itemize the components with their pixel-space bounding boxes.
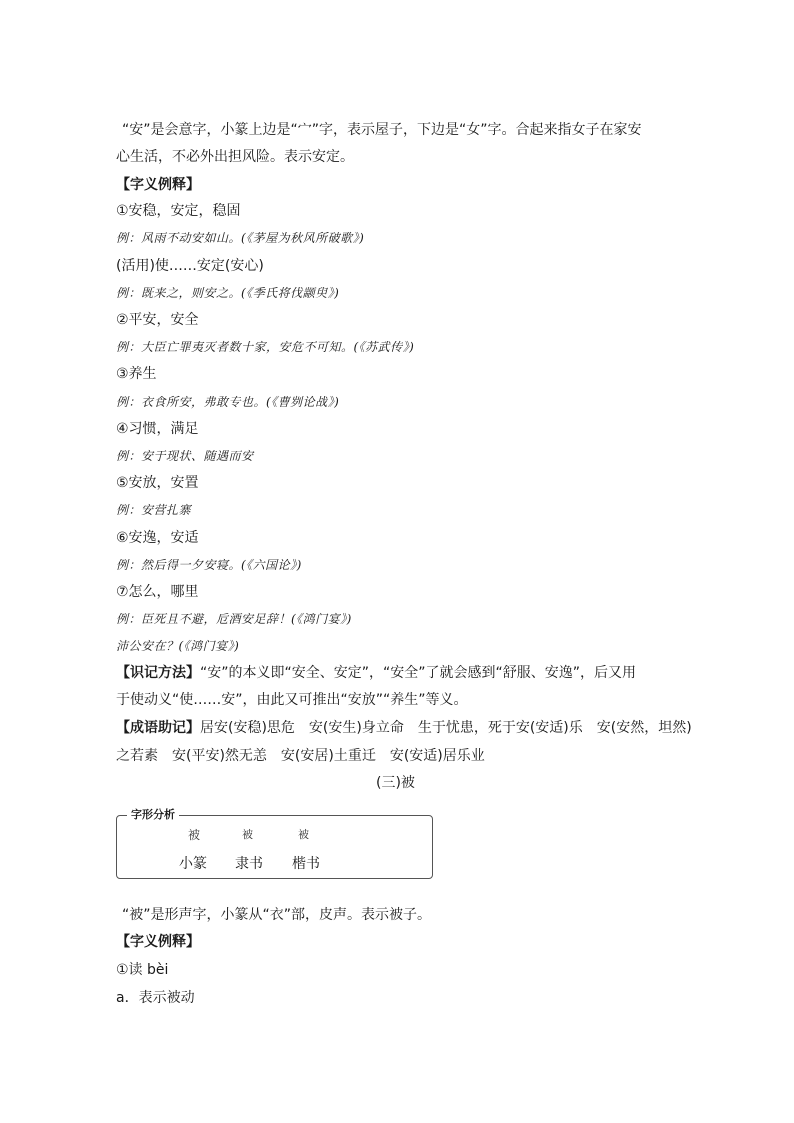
example-item: 例：风雨不动安如山。(《茅屋为秋风所破歌》)	[116, 231, 365, 245]
meaning-item: ⑥安逸，安适	[116, 530, 199, 546]
an-intro-line1: “安”是会意字，小篆上边是“宀”字，表示屋子，下边是“女”字。合起来指女子在家安	[122, 122, 642, 138]
seal-script-label: 小篆	[179, 856, 207, 872]
glyph-analysis-title: 字形分析	[127, 807, 179, 823]
clerical-script-label: 隶书	[235, 856, 263, 872]
memory-method-line2: 于使动义“使……安”，由此又可推出“安放”“养生”等义。	[116, 692, 468, 708]
example-item: 例：安于现状、随遇而安	[116, 449, 254, 463]
idiom-line1	[116, 718, 692, 738]
glyph-analysis-box	[116, 808, 433, 879]
an-intro-line2: 心生活，不必外出担风险。表示安定。	[116, 149, 354, 165]
example-item: 例：臣死且不避，卮酒安足辞！(《鸿门宴》)	[116, 612, 352, 626]
meaning-item: ②平安，安全	[116, 312, 199, 328]
bei-intro: “被”是形声字，小篆从“衣”部，皮声。表示被子。	[122, 907, 432, 923]
meaning-item: ⑤安放，安置	[116, 475, 199, 491]
meaning-item: ③养生	[116, 366, 157, 382]
regular-script-glyph: 被	[298, 828, 309, 841]
bei-reading: ①读 bèi	[116, 962, 169, 978]
section-title-bei: (三)被	[376, 775, 415, 791]
idiom-tag: 【成语助记】	[116, 720, 200, 736]
example-item: 例：衣食所安，弗敢专也。(《曹刿论战》)	[116, 395, 340, 409]
clerical-script-glyph: 被	[242, 828, 253, 841]
example-item: 沛公安在？(《鸿门宴》)	[116, 639, 240, 653]
memory-method-line1	[116, 663, 636, 683]
an-meaning-heading: 【字义例释】	[116, 177, 200, 193]
meaning-item: ④习惯，满足	[116, 421, 199, 437]
memory-method-text: “安”的本义即“安全、安定”，“安全”了就会感到“舒服、安逸”，后又用	[200, 665, 637, 681]
example-item: 例：大臣亡罪夷灭者数十家，安危不可知。(《苏武传》)	[116, 340, 415, 354]
idiom-line2: 之若素 安(平安)然无恙 安(安居)土重迁 安(安适)居乐业	[116, 748, 485, 764]
bei-meaning-heading: 【字义例释】	[116, 934, 200, 950]
seal-script-glyph: 被	[188, 828, 201, 842]
idiom-text: 居安(安稳)思危 安(安生)身立命 生于忧患，死于安(安适)乐 安(安然，坦然)	[200, 720, 692, 736]
regular-script-label: 楷书	[292, 856, 320, 872]
meaning-item: (活用)使……安定(安心)	[116, 258, 264, 274]
memory-method-tag: 【识记方法】	[116, 665, 200, 681]
meaning-item: ①安稳，安定，稳固	[116, 203, 241, 219]
example-item: 例：既来之，则安之。(《季氏将伐颛臾》)	[116, 286, 340, 300]
example-item: 例：安营扎寨	[116, 503, 192, 517]
example-item: 例：然后得一夕安寝。(《六国论》)	[116, 558, 302, 572]
meaning-item: ⑦怎么，哪里	[116, 584, 199, 600]
bei-sub-a: a．表示被动	[116, 990, 195, 1006]
